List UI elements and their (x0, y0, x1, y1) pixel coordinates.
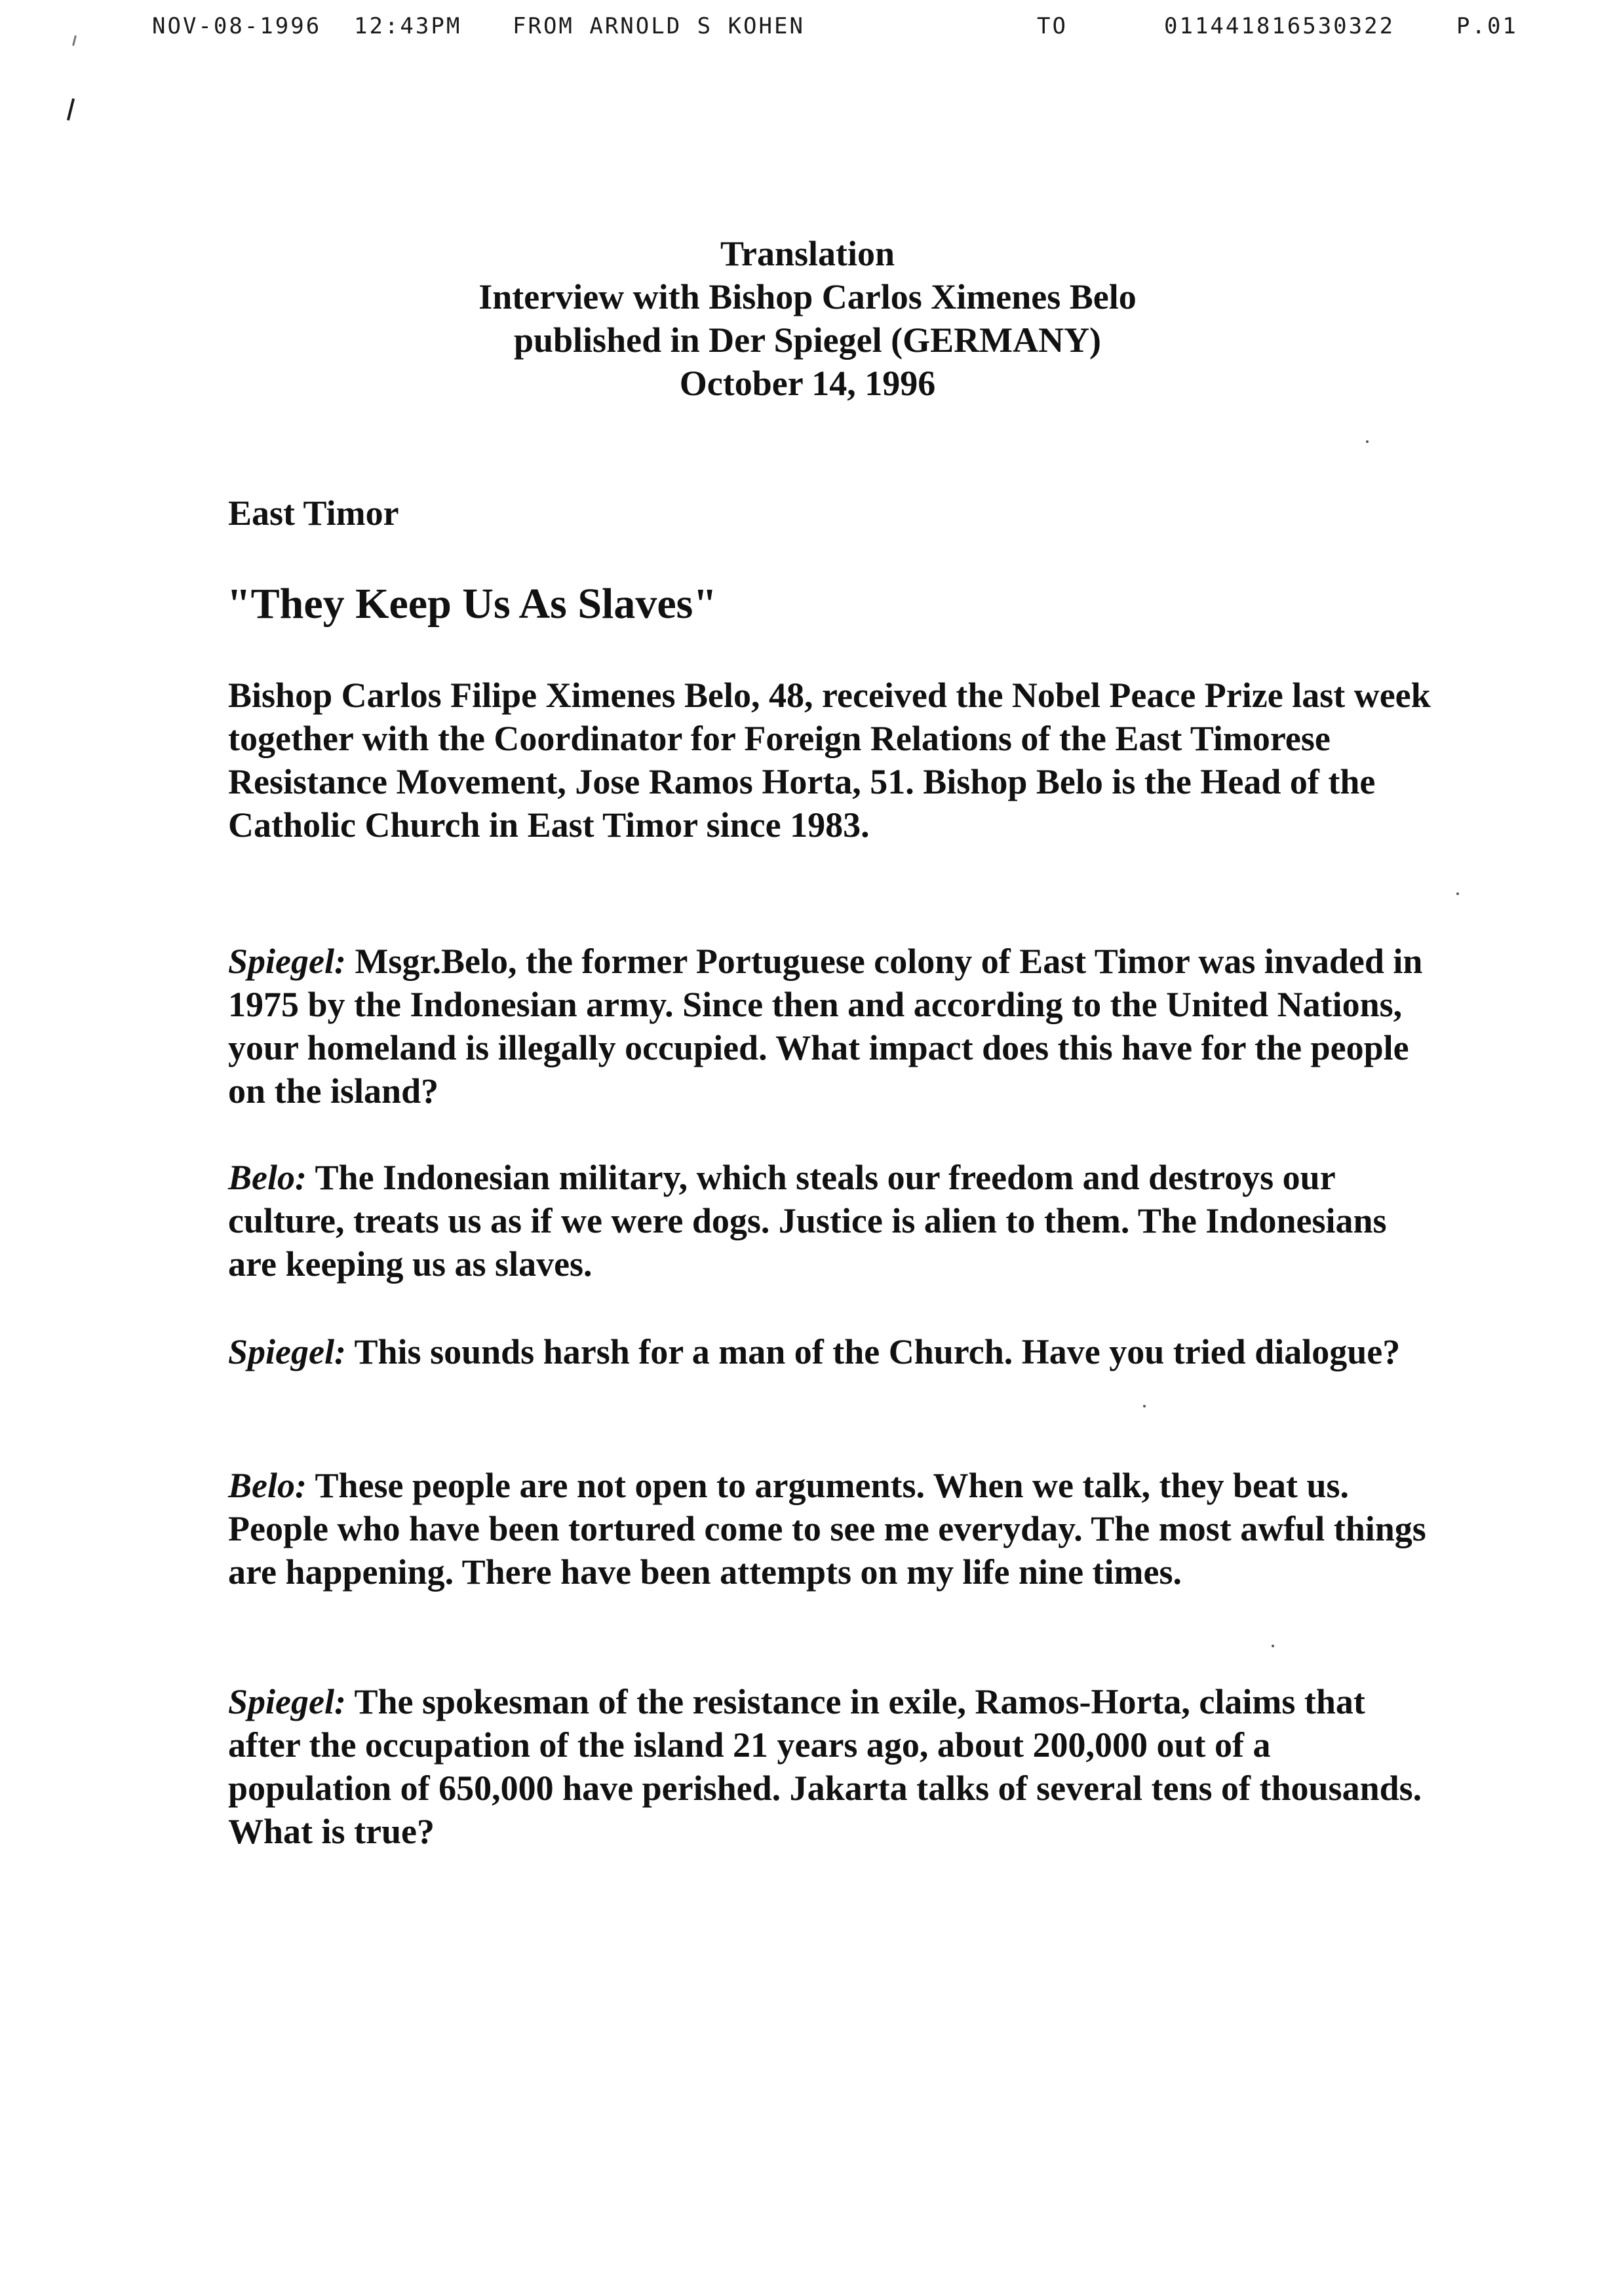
qa-paragraph (228, 940, 1428, 1113)
speaker-label: Belo: (228, 1158, 307, 1197)
fax-to-label: TO (1037, 13, 1068, 39)
fax-time: 12:43PM (354, 13, 462, 39)
fax-header (0, 13, 1615, 46)
scan-speck (1143, 1405, 1146, 1407)
qa-paragraph (228, 1330, 1428, 1373)
fax-recipient-number: 011441816530322 (1164, 13, 1395, 39)
intro-paragraph: Bishop Carlos Filipe Ximenes Belo, 48, received the Nobel Peace Prize last week together with the Coordinator for Foreign Relations of the East Timorese Resistance Movement, Jose Ramos Horta, 51. Bishop Belo is the Head of the Catholic Church in East Timor since 1983. (228, 676, 1431, 845)
qa-paragraph (228, 1680, 1428, 1853)
qa-text: Msgr.Belo, the former Portuguese colony of East Timor was invaded in 1975 by the Indonesian army. Since then and according to the United Nations, your homeland is illegally occupied. What impact does this have for the people on the island? (228, 942, 1423, 1111)
speaker-label: Spiegel: (228, 942, 346, 981)
qa-paragraph (228, 1464, 1428, 1594)
qa-paragraph (228, 1156, 1428, 1286)
title-publication: published in Der Spiegel (GERMANY) (513, 320, 1102, 360)
title-interview: Interview with Bishop Carlos Ximenes Belo (478, 277, 1137, 316)
speaker-label: Belo: (228, 1466, 307, 1505)
stray-pen-mark (67, 98, 75, 121)
qa-text: The spokesman of the resistance in exile, Ramos-Horta, claims that after the occupation of the island 21 years ago, about 200,000 out of a population of 650,000 have perished. Jakarta talks of several tens of thousands. What is true? (228, 1682, 1422, 1851)
fax-page-number: P.01 (1456, 13, 1518, 39)
fax-sender: FROM ARNOLD S KOHEN (513, 13, 805, 39)
qa-text: These people are not open to arguments. When we talk, they beat us. People who have been tortured come to see me everyday. The most awful things are happening. There have been attempts on my life nine times. (228, 1466, 1426, 1592)
article-headline: "They Keep Us As Slaves" (227, 580, 718, 628)
title-translation: Translation (720, 234, 895, 273)
fax-date: NOV-08-1996 (152, 13, 322, 39)
qa-text: This sounds harsh for a man of the Church. Have you tried dialogue? (354, 1332, 1401, 1371)
document-title-block (0, 232, 1615, 405)
scan-speck (1366, 440, 1369, 443)
section-label: East Timor (228, 493, 399, 533)
title-date: October 14, 1996 (679, 364, 936, 403)
speaker-label: Spiegel: (228, 1332, 346, 1371)
scan-speck (1272, 1645, 1274, 1647)
speaker-label: Spiegel: (228, 1682, 346, 1721)
qa-text: The Indonesian military, which steals our freedom and destroys our culture, treats us as if we were dogs. Justice is alien to them. The Indonesians are keeping us as slaves. (228, 1158, 1387, 1284)
scan-speck (1456, 892, 1459, 895)
